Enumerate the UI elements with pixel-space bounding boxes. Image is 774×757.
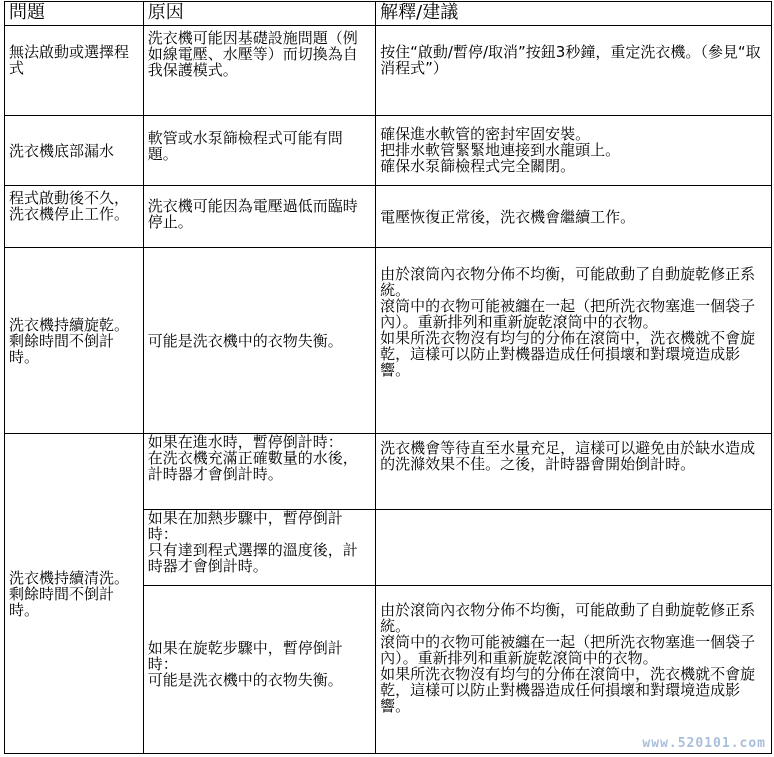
table-row	[5, 116, 772, 186]
header-cause: 原因	[143, 2, 375, 26]
cause-cell: 洗衣機可能因基礎設施問題（例如線電壓、水壓等）而切換為自我保護模式。	[143, 26, 375, 116]
cause-cell: 如果在旋乾步驟中，暫停倒計時： 可能是洗衣機中的衣物失衡。	[143, 586, 375, 754]
troubleshooting-table	[4, 1, 772, 754]
problem-cell: 洗衣機持續旋乾。 剩餘時間不倒計時。	[5, 248, 144, 434]
problem-cell: 無法啟動或選擇程式	[5, 26, 144, 116]
advice-cell: 由於滾筒內衣物分佈不均衡，可能啟動了自動旋乾修正系統。 滾筒中的衣物可能被纏在一起（把所洗衣物塞進一個袋子內）。重新排列和重新旋乾滾筒中的衣物。 如果所洗衣物沒有均勻的分佈在滾筒中，洗衣機就不會旋乾，這樣可以防止對機器造成任何損壞和對環境造成影響。	[376, 586, 772, 754]
advice-cell	[376, 510, 772, 586]
cause-cell: 洗衣機可能因為電壓過低而臨時停止。	[143, 186, 375, 248]
table-row	[5, 248, 772, 434]
problem-cell: 洗衣機持續清洗。 剩餘時間不倒計時。	[5, 434, 144, 754]
advice-cell: 確保進水軟管的密封牢固安裝。 把排水軟管緊緊地連接到水龍頭上。 確保水泵篩檢程式完全關閉。	[376, 116, 772, 186]
header-advice: 解釋/建議	[376, 2, 772, 26]
advice-cell: 由於滾筒內衣物分佈不均衡，可能啟動了自動旋乾修正系統。 滾筒中的衣物可能被纏在一起（把所洗衣物塞進一個袋子內）。重新排列和重新旋乾滾筒中的衣物。 如果所洗衣物沒有均勻的分佈在滾筒中，洗衣機就不會旋乾，這樣可以防止對機器造成任何損壞和對環境造成影響。	[376, 248, 772, 434]
cause-cell: 可能是洗衣機中的衣物失衡。	[143, 248, 375, 434]
cause-cell: 如果在加熱步驟中，暫停倒計時： 只有達到程式選擇的溫度後，計時器才會倒計時。	[143, 510, 375, 586]
advice-cell: 洗衣機會等待直至水量充足，這樣可以避免由於缺水造成的洗滌效果不佳。之後，計時器會開始倒計時。	[376, 434, 772, 510]
advice-cell: 電壓恢復正常後，洗衣機會繼續工作。	[376, 186, 772, 248]
header-problem: 問題	[5, 2, 144, 26]
watermark-text: www.520101.com	[642, 736, 766, 751]
problem-cell: 洗衣機底部漏水	[5, 116, 144, 186]
cause-cell: 如果在進水時，暫停倒計時： 在洗衣機充滿正確數量的水後，計時器才會倒計時。	[143, 434, 375, 510]
cause-cell: 軟管或水泵篩檢程式可能有問題。	[143, 116, 375, 186]
advice-cell: 按住“啟動/暫停/取消”按鈕3秒鐘，重定洗衣機。（參見“取消程式”）	[376, 26, 772, 116]
header-row	[5, 2, 772, 26]
table-row	[5, 186, 772, 248]
problem-cell: 程式啟動後不久，洗衣機停止工作。	[5, 186, 144, 248]
table-row	[5, 434, 772, 510]
table-row	[5, 26, 772, 116]
